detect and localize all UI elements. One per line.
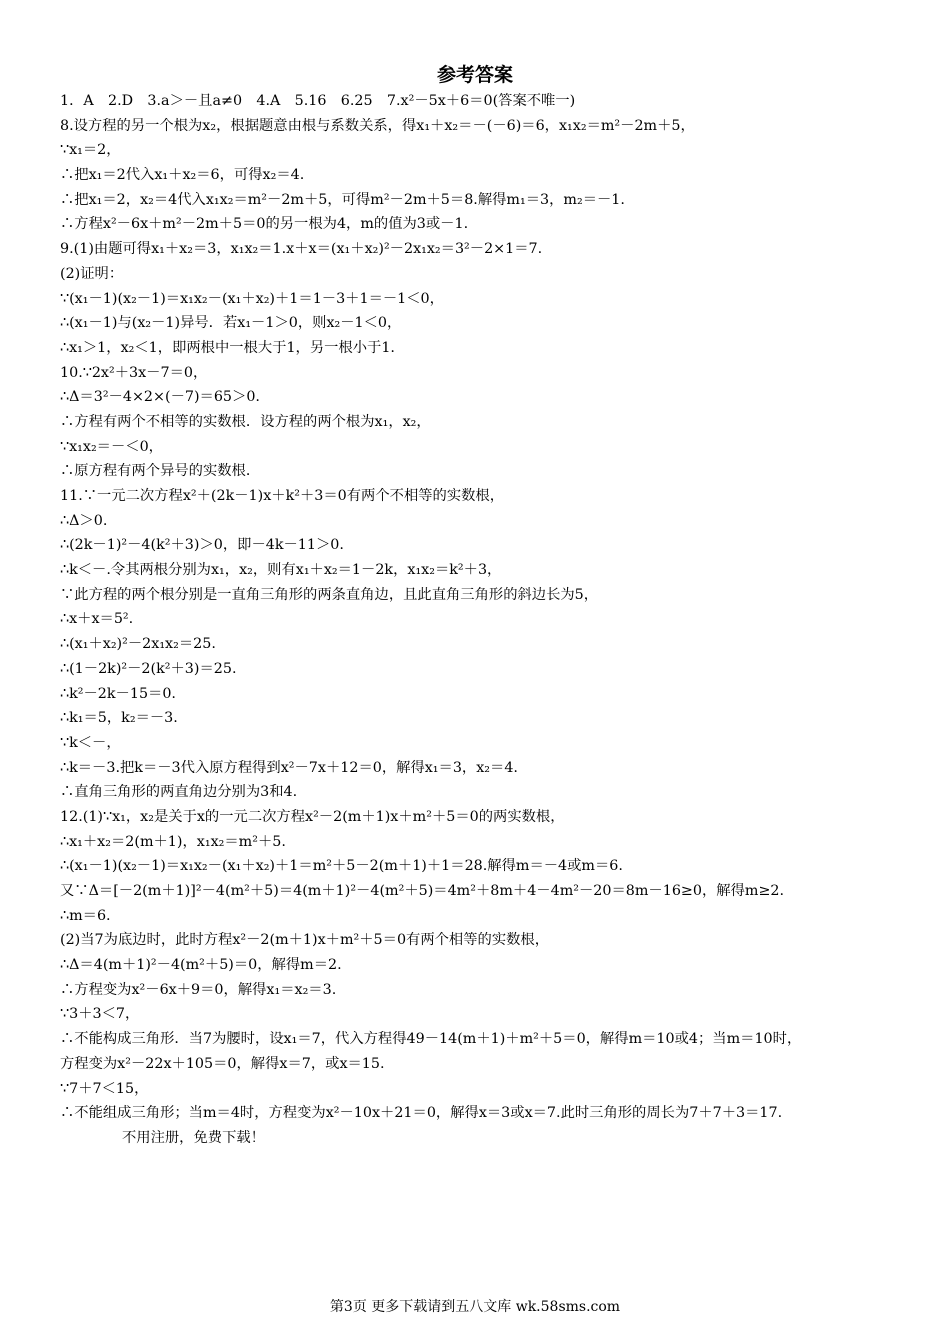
answer-line: 12.(1)∵x₁，x₂是关于x的一元二次方程x²－2(m＋1)x＋m²＋5＝0的两实数根， <box>60 808 565 825</box>
answer-line: ∴k₁＝5，k₂＝－3. <box>60 710 178 727</box>
answer-line: ∴不能组成三角形；当m＝4时，方程变为x²－10x＋21＝0，解得x＝3或x＝7.此时三角形的周长为7＋7＋3＝17. <box>60 1105 783 1122</box>
answer-line: ∴(1－2k)²－2(k²＋3)＝25. <box>60 660 237 677</box>
answer-line: 11.∵一元二次方程x²＋(2k－1)x＋k²＋3＝0有两个不相等的实数根， <box>60 488 505 504</box>
answer-line: (2)当7为底边时，此时方程x²－2(m＋1)x＋m²＋5＝0有两个相等的实数根， <box>60 932 550 949</box>
answer-line: 方程变为x²－22x＋105＝0，解得x＝7，或x＝15. <box>60 1055 385 1072</box>
answer-line: ∵7＋7＜15， <box>60 1080 149 1097</box>
answer-line: 10.∵2x²＋3x－7＝0， <box>60 364 208 381</box>
answer-line: ∴不能构成三角形．当7为腰时，设x₁＝7，代入方程得49－14(m＋1)＋m²＋5＝0，解得m＝10或4；当m＝10时， <box>60 1031 802 1048</box>
answer-line: 9.(1)由题可得x₁＋x₂＝3，x₁x₂＝1.x＋x＝(x₁＋x₂)²－2x₁x₂＝3²－2×1＝7. <box>60 241 543 258</box>
answer-line: ∴k＝－3.把k＝－3代入原方程得到x²－7x＋12＝0，解得x₁＝3，x₂＝4. <box>60 759 518 776</box>
answer-line: ∵(x₁－1)(x₂－1)＝x₁x₂－(x₁＋x₂)＋1＝1－3＋1＝－1＜0， <box>60 290 444 307</box>
answer-line: ∴方程有两个不相等的实数根．设方程的两个根为x₁，x₂， <box>60 413 431 430</box>
answer-line: ∴方程x²－6x＋m²－2m＋5＝0的另一根为4，m的值为3或－1. <box>60 216 469 233</box>
answer-line: ∴Δ＝3²－4×2×(－7)＝65＞0. <box>60 389 260 406</box>
answer-line: ∴k＜－.令其两根分别为x₁，x₂，则有x₁＋x₂＝1－2k，x₁x₂＝k²＋3， <box>60 562 502 579</box>
answer-line: ∴x＋x＝5². <box>60 611 134 628</box>
answer-line: ∵3＋3＜7， <box>60 1006 140 1023</box>
answer-line: ∴Δ＞0. <box>60 512 108 529</box>
answer-line: ∴(x₁－1)与(x₂－1)异号．若x₁－1＞0，则x₂－1＜0， <box>60 315 402 332</box>
answer-line: ∴(x₁＋x₂)²－2x₁x₂＝25. <box>60 636 216 653</box>
answer-line: ∴把x₁＝2，x₂＝4代入x₁x₂＝m²－2m＋5，可得m²－2m＋5＝8.解得m₁＝3，m₂＝－1. <box>60 191 625 208</box>
answer-line: ∵k＜－， <box>60 734 121 751</box>
answer-line: ∴直角三角形的两直角边分别为3和4. <box>60 784 298 801</box>
page-title: 参考答案 <box>436 64 513 86</box>
answer-line: ∴m＝6. <box>60 907 111 924</box>
answer-line: ∴x₁＋x₂＝2(m＋1)，x₁x₂＝m²＋5. <box>60 833 286 850</box>
answer-line: ∴(2k－1)²－4(k²＋3)＞0，即－4k－11＞0. <box>60 537 344 554</box>
answer-line: ∴x₁＞1，x₂＜1，即两根中一根大于1，另一根小于1. <box>60 339 395 356</box>
answer-line: ∵此方程的两个根分别是一直角三角形的两条直角边，且此直角三角形的斜边长为5， <box>60 586 599 603</box>
answer-line: ∴原方程有两个异号的实数根． <box>60 463 261 480</box>
answer-line: (2)证明： <box>60 265 124 282</box>
answer-line: ∴Δ＝4(m＋1)²－4(m²＋5)＝0，解得m＝2. <box>60 957 342 974</box>
answer-body <box>60 89 920 1151</box>
answer-line: 1．A 2.D 3.a＞－且a≠0 4.A 5.16 6.25 7.x²－5x＋6＝0(答案不唯一) <box>60 93 576 109</box>
promo-line: 不用注册，免费下载！ <box>122 1129 265 1146</box>
answer-line: 又∵Δ＝[－2(m＋1)]²－4(m²＋5)＝4(m＋1)²－4(m²＋5)＝4m²＋8m＋4－4m²－20＝8m－16≥0，解得m≥2. <box>60 883 785 899</box>
page-footer: 第3页 更多下载请到五八文库 wk.58sms.com <box>329 1299 621 1315</box>
answer-line: ∴方程变为x²－6x＋9＝0，解得x₁＝x₂＝3. <box>60 981 337 998</box>
answer-line: ∵x₁＝2， <box>60 142 121 159</box>
answer-line: ∴k²－2k－15＝0. <box>60 685 176 702</box>
answer-line: 8.设方程的另一个根为x₂，根据题意由根与系数关系，得x₁＋x₂＝－(－6)＝6，x₁x₂＝m²－2m＋5， <box>60 117 695 134</box>
answer-line: ∴(x₁－1)(x₂－1)＝x₁x₂－(x₁＋x₂)＋1＝m²＋5－2(m＋1)＋1＝28.解得m＝－4或m＝6. <box>60 858 623 875</box>
answer-line: ∴把x₁＝2代入x₁＋x₂＝6，可得x₂＝4. <box>60 167 305 184</box>
answer-line: ∵x₁x₂＝－＜0， <box>60 438 163 455</box>
